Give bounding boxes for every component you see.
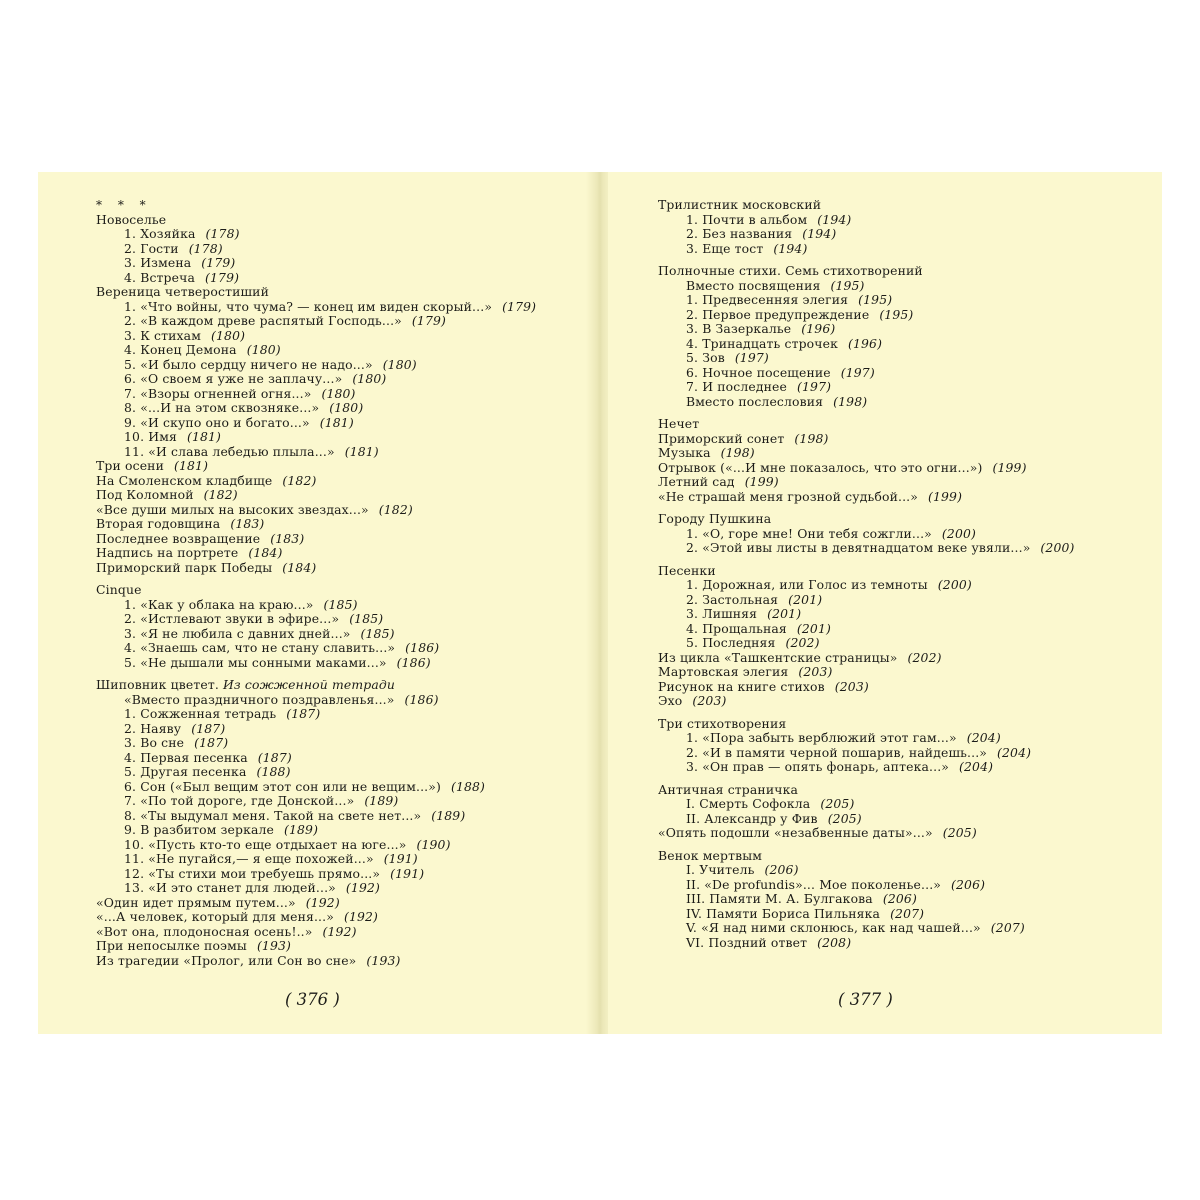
entry-page-number: (180) xyxy=(382,356,417,372)
entry-title: 1. «Что войны, что чума? — конец им виден скорый...» xyxy=(124,298,493,314)
entry-page-number: (179) xyxy=(205,269,240,285)
toc-subentry xyxy=(658,593,1138,608)
entry-title: 3. К стихам xyxy=(124,327,202,343)
entry-title: 5. Последняя xyxy=(686,635,776,650)
toc-entry xyxy=(96,474,576,489)
entry-title: «Один идет прямым путем...» xyxy=(96,894,296,910)
toc-subentry xyxy=(658,380,1138,395)
toc-subentry xyxy=(96,300,576,315)
entry-title: Под Коломной xyxy=(96,487,194,502)
entry-title: Надпись на портрете xyxy=(96,545,239,560)
toc-subentry xyxy=(658,622,1138,637)
entry-page-number: (193) xyxy=(256,938,292,953)
left-page-number: ( 376 ) xyxy=(285,990,340,1009)
entry-page-number: (189) xyxy=(364,793,399,808)
entry-page-number: (201) xyxy=(796,620,831,636)
toc-entry xyxy=(96,939,576,954)
entry-title: Шиповник цветет. xyxy=(96,677,219,692)
toc-subentry xyxy=(96,329,576,344)
entry-page-number: (181) xyxy=(174,458,209,473)
entry-page-number: (188) xyxy=(256,764,291,779)
entry-title: Вместо послесловия xyxy=(686,393,824,409)
entry-page-number: (188) xyxy=(450,778,486,794)
toc-entry xyxy=(658,680,1138,695)
entry-title: III. Памяти М. А. Булгакова xyxy=(686,891,873,906)
entry-title: 4. Тринадцать строчек xyxy=(686,335,838,351)
entry-title: 13. «И это станет для людей...» xyxy=(124,880,336,895)
entry-title: 2. «Этой ивы листы в девятнадцатом веке увяли...» xyxy=(686,540,1031,555)
toc-subentry xyxy=(96,401,576,416)
entry-page-number: (193) xyxy=(366,952,401,968)
toc-entry xyxy=(96,925,576,940)
toc-entry xyxy=(96,954,576,969)
entry-page-number: (197) xyxy=(797,379,832,394)
entry-page-number: (206) xyxy=(764,862,799,877)
entry-title: 2. Гости xyxy=(124,240,179,256)
toc-subentry xyxy=(658,578,1138,593)
toc-entry xyxy=(96,583,576,598)
toc-subentry xyxy=(658,351,1138,366)
toc-entry xyxy=(658,512,1138,527)
toc-subentry xyxy=(96,693,576,708)
toc-entry xyxy=(658,665,1138,680)
entry-title: Из трагедии «Пролог, или Сон во сне» xyxy=(96,952,357,968)
entry-page-number: (208) xyxy=(817,934,852,950)
entry-title: 1. «О, горе мне! Они тебя сожгли...» xyxy=(686,525,932,541)
toc-entry xyxy=(658,717,1138,732)
entry-page-number: (204) xyxy=(959,759,994,774)
entry-page-number: (204) xyxy=(966,730,1001,745)
entry-page-number: (195) xyxy=(830,277,865,293)
entry-title: 3. «Он прав — опять фонарь, аптека...» xyxy=(686,759,950,774)
entry-title: VI. Поздний ответ xyxy=(686,934,808,950)
entry-page-number: (195) xyxy=(879,306,914,322)
toc-subentry xyxy=(658,308,1138,323)
left-toc-column xyxy=(96,198,576,968)
toc-subentry xyxy=(658,878,1138,893)
entry-title: Песенки xyxy=(658,562,716,578)
toc-entry xyxy=(96,678,576,693)
entry-page-number: (198) xyxy=(833,393,868,409)
entry-page-number: (184) xyxy=(282,559,317,575)
left-page xyxy=(38,172,592,1034)
entry-page-number: (195) xyxy=(858,292,893,307)
toc-subentry xyxy=(658,746,1138,761)
entry-page-number: (187) xyxy=(286,706,321,721)
toc-entry xyxy=(658,417,1138,432)
toc-entry xyxy=(96,910,576,925)
toc-subentry xyxy=(658,797,1138,812)
entry-title: 1. Хозяйка xyxy=(124,226,196,241)
entry-page-number: (207) xyxy=(890,905,925,921)
entry-page-number: (199) xyxy=(928,488,963,504)
entry-title: Эхо xyxy=(658,693,683,708)
entry-page-number: (191) xyxy=(383,851,418,866)
entry-title: 2. Без названия xyxy=(686,226,793,241)
entry-page-number: (199) xyxy=(992,459,1027,475)
toc-subentry xyxy=(96,809,576,824)
toc-entry xyxy=(658,564,1138,579)
toc-subentry xyxy=(658,242,1138,257)
toc-subentry xyxy=(658,227,1138,242)
toc-subentry xyxy=(658,527,1138,542)
toc-subentry xyxy=(658,921,1138,936)
entry-title: Мартовская элегия xyxy=(658,664,789,679)
entry-page-number: (192) xyxy=(322,923,357,939)
entry-page-number: (192) xyxy=(345,880,380,895)
entry-title: «Вместо праздничного поздравленья...» xyxy=(124,691,395,707)
entry-page-number: (183) xyxy=(270,530,305,546)
entry-title: 1. «Пора забыть верблюжий этот гам...» xyxy=(686,730,957,745)
toc-subentry xyxy=(96,794,576,809)
entry-page-number: (196) xyxy=(848,335,883,351)
entry-title: Трилистник московский xyxy=(658,197,822,212)
toc-entry xyxy=(658,783,1138,798)
toc-entry xyxy=(658,490,1138,505)
toc-subentry xyxy=(96,256,576,271)
entry-page-number: (186) xyxy=(404,691,439,707)
toc-subentry xyxy=(658,760,1138,775)
toc-entry xyxy=(658,849,1138,864)
toc-subentry xyxy=(96,598,576,613)
toc-subentry xyxy=(658,636,1138,651)
toc-entry xyxy=(658,461,1138,476)
entry-page-number: (200) xyxy=(941,525,976,541)
entry-page-number: (192) xyxy=(305,894,340,910)
toc-subentry xyxy=(658,892,1138,907)
right-toc-column xyxy=(658,198,1138,950)
right-page xyxy=(608,172,1162,1034)
entry-page-number: (178) xyxy=(205,226,240,241)
entry-page-number: (207) xyxy=(990,920,1025,935)
entry-page-number: (182) xyxy=(203,487,238,502)
entry-title: Три стихотворения xyxy=(658,715,787,731)
toc-subentry xyxy=(96,271,576,286)
entry-subtitle: Из сожженной тетради xyxy=(222,677,396,692)
toc-subentry xyxy=(658,293,1138,308)
entry-page-number: (181) xyxy=(344,443,379,459)
entry-title: 11. «Не пугайся,— я еще похожей...» xyxy=(124,851,374,866)
toc-subentry xyxy=(96,387,576,402)
entry-page-number: (205) xyxy=(827,810,862,826)
entry-title: 11. «И слава лебедью плыла...» xyxy=(124,443,335,459)
toc-subentry xyxy=(96,242,576,257)
entry-title: 9. В разбитом зеркале xyxy=(124,822,274,837)
toc-entry xyxy=(658,651,1138,666)
entry-page-number: (200) xyxy=(937,577,972,592)
entry-title: 3. Измена xyxy=(124,255,192,270)
toc-entry xyxy=(96,546,576,561)
entry-title: «Не страшай меня грозной судьбой...» xyxy=(658,488,918,504)
toc-subentry xyxy=(658,731,1138,746)
entry-page-number: (202) xyxy=(907,649,942,665)
entry-page-number: (182) xyxy=(378,501,413,517)
entry-title: Три осени xyxy=(96,458,164,473)
entry-title: 1. Дорожная, или Голос из темноты xyxy=(686,577,928,592)
entry-page-number: (197) xyxy=(840,364,875,380)
section-gap xyxy=(658,409,1138,417)
entry-page-number: (190) xyxy=(416,836,451,852)
toc-subentry xyxy=(658,279,1138,294)
entry-title: Городу Пушкина xyxy=(658,511,772,526)
entry-page-number: (180) xyxy=(246,342,281,357)
entry-title: 4. Прощальная xyxy=(686,620,787,636)
toc-subentry xyxy=(96,612,576,627)
entry-title: I. Учитель xyxy=(686,862,755,877)
toc-subentry xyxy=(96,852,576,867)
entry-title: 1. Почти в альбом xyxy=(686,211,808,227)
toc-subentry xyxy=(96,881,576,896)
entry-page-number: (183) xyxy=(230,516,265,531)
entry-page-number: (205) xyxy=(820,796,855,811)
toc-entry xyxy=(658,264,1138,279)
toc-subentry xyxy=(96,823,576,838)
entry-title: 2. «И в памяти черной пошарив, найдешь...» xyxy=(686,744,988,760)
entry-page-number: (181) xyxy=(186,429,222,444)
entry-title: Новоселье xyxy=(96,211,167,227)
entry-title: II. Александр у Фив xyxy=(686,810,818,826)
entry-title: 3. «Я не любила с давних дней...» xyxy=(124,625,351,641)
entry-title: 12. «Ты стихи мои требуешь прямо...» xyxy=(124,865,381,881)
entry-page-number: (185) xyxy=(360,625,395,641)
entry-page-number: (204) xyxy=(997,744,1032,760)
entry-page-number: (180) xyxy=(321,385,356,401)
toc-subentry xyxy=(96,372,576,387)
entry-title: 7. «Взоры огненней огня...» xyxy=(124,385,312,401)
entry-page-number: (187) xyxy=(257,749,292,765)
toc-entry xyxy=(658,198,1138,213)
entry-page-number: (180) xyxy=(211,327,246,343)
entry-title: «Опять подошли «незабвенные даты»...» xyxy=(658,825,933,840)
entry-page-number: (206) xyxy=(882,891,917,906)
entry-page-number: (197) xyxy=(734,350,769,365)
entry-title: Приморский парк Победы xyxy=(96,559,273,575)
toc-subentry xyxy=(658,607,1138,622)
entry-title: «Вот она, плодоносная осень!..» xyxy=(96,923,313,939)
entry-title: 10. Имя xyxy=(124,429,177,444)
toc-subentry xyxy=(96,751,576,766)
entry-page-number: (198) xyxy=(720,445,755,460)
entry-page-number: (186) xyxy=(405,640,440,655)
entry-title: 3. Во сне xyxy=(124,735,185,750)
entry-title: Вместо посвящения xyxy=(686,277,821,293)
toc-entry xyxy=(96,285,576,300)
toc-subentry xyxy=(96,227,576,242)
entry-page-number: (194) xyxy=(773,240,808,256)
toc-subentry xyxy=(96,736,576,751)
entry-title: Отрывок («...И мне показалось, что это огни...») xyxy=(658,459,983,475)
toc-subentry xyxy=(96,416,576,431)
toc-subentry xyxy=(658,322,1138,337)
section-gap xyxy=(658,556,1138,564)
entry-page-number: (194) xyxy=(802,226,837,241)
entry-page-number: (205) xyxy=(942,825,977,840)
entry-title: IV. Памяти Бориса Пильняка xyxy=(686,905,881,921)
entry-title: Музыка xyxy=(658,445,711,460)
toc-subentry xyxy=(96,838,576,853)
toc-subentry xyxy=(96,641,576,656)
entry-page-number: (198) xyxy=(794,430,829,446)
entry-title: 3. В Зазеркалье xyxy=(686,321,792,336)
entry-page-number: (202) xyxy=(785,635,820,650)
entry-page-number: (179) xyxy=(411,313,446,328)
entry-title: 1. Сожженная тетрадь xyxy=(124,706,277,721)
entry-page-number: (179) xyxy=(502,298,537,314)
toc-subentry xyxy=(658,812,1138,827)
entry-title: На Смоленском кладбище xyxy=(96,472,273,488)
toc-subentry xyxy=(96,627,576,642)
entry-page-number: (200) xyxy=(1040,540,1075,555)
toc-entry xyxy=(96,532,576,547)
toc-entry xyxy=(96,561,576,576)
toc-entry xyxy=(658,475,1138,490)
entry-title: Cinque xyxy=(96,582,142,597)
section-gap xyxy=(96,575,576,583)
entry-page-number: (181) xyxy=(319,414,354,430)
entry-page-number: (196) xyxy=(801,321,836,336)
entry-page-number: (185) xyxy=(323,596,358,612)
entry-title: Венок мертвым xyxy=(658,847,763,863)
right-page-number: ( 377 ) xyxy=(838,990,893,1009)
entry-title: 2. «Истлевают звуки в эфире...» xyxy=(124,611,340,626)
entry-title: 4. Встреча xyxy=(124,269,196,285)
asterism: * * * xyxy=(96,198,152,212)
toc-subentry xyxy=(96,780,576,795)
entry-page-number: (187) xyxy=(194,735,229,750)
entry-title: 5. Другая песенка xyxy=(124,764,247,779)
entry-title: 10. «Пусть кто-то еще отдыхает на юге...» xyxy=(124,836,407,852)
entry-page-number: (192) xyxy=(343,909,379,924)
toc-subentry xyxy=(96,430,576,445)
entry-title: 3. Еще тост xyxy=(686,240,764,256)
toc-subentry xyxy=(658,863,1138,878)
entry-page-number: (178) xyxy=(188,240,223,256)
toc-entry xyxy=(96,896,576,911)
entry-title: 2. Первое предупреждение xyxy=(686,306,870,322)
toc-subentry xyxy=(96,358,576,373)
entry-title: 9. «И скупо оно и богато...» xyxy=(124,414,310,430)
toc-subentry xyxy=(96,765,576,780)
entry-page-number: (203) xyxy=(834,678,869,694)
entry-title: 5. Зов xyxy=(686,350,725,365)
book-spread xyxy=(38,172,1162,1034)
toc-subentry xyxy=(96,867,576,882)
toc-entry xyxy=(96,213,576,228)
toc-entry xyxy=(658,826,1138,841)
entry-page-number: (203) xyxy=(692,693,727,708)
toc-subentry xyxy=(96,707,576,722)
entry-page-number: (179) xyxy=(201,255,236,270)
entry-title: 6. «О своем я уже не заплачу...» xyxy=(124,371,343,386)
entry-title: 8. «...И на этом сквозняке...» xyxy=(124,400,320,415)
entry-title: 6. Сон («Был вещим этот сон или не вещим...») xyxy=(124,778,441,794)
toc-entry xyxy=(658,446,1138,461)
entry-page-number: (182) xyxy=(282,472,317,488)
entry-title: Нечет xyxy=(658,416,700,431)
toc-entry xyxy=(658,432,1138,447)
toc-subentry xyxy=(96,722,576,737)
entry-title: 8. «Ты выдумал меня. Такой на свете нет...» xyxy=(124,807,422,823)
entry-page-number: (201) xyxy=(788,591,823,607)
entry-page-number: (191) xyxy=(390,865,425,881)
entry-page-number: (194) xyxy=(817,211,852,227)
entry-title: Вереница четверостиший xyxy=(96,284,269,299)
entry-page-number: (203) xyxy=(798,664,833,679)
entry-title: 2. «В каждом древе распятый Господь...» xyxy=(124,313,402,328)
entry-title: 2. Застольная xyxy=(686,591,779,607)
entry-title: 6. Ночное посещение xyxy=(686,364,831,380)
entry-title: I. Смерть Софокла xyxy=(686,796,811,811)
entry-title: Вторая годовщина xyxy=(96,516,221,531)
entry-title: 5. «И было сердцу ничего не надо...» xyxy=(124,356,373,372)
entry-title: Приморский сонет xyxy=(658,430,785,446)
entry-title: «...А человек, который для меня...» xyxy=(96,909,334,924)
entry-title: 4. Первая песенка xyxy=(124,749,248,765)
entry-title: Летний сад xyxy=(658,474,735,489)
entry-page-number: (184) xyxy=(248,545,283,560)
entry-title: Античная страничка xyxy=(658,781,799,797)
entry-page-number: (185) xyxy=(349,611,384,626)
entry-page-number: (206) xyxy=(951,876,986,892)
toc-entry xyxy=(96,517,576,532)
toc-subentry xyxy=(658,907,1138,922)
toc-entry xyxy=(96,488,576,503)
toc-entry xyxy=(96,503,576,518)
entry-title: 4. «Знаешь сам, что не стану славить...» xyxy=(124,640,396,655)
entry-page-number: (189) xyxy=(431,807,466,823)
toc-entry xyxy=(658,694,1138,709)
entry-title: Последнее возвращение xyxy=(96,530,261,546)
entry-title: V. «Я над ними склонюсь, как над чашей...» xyxy=(686,920,981,935)
entry-title: 4. Конец Демона xyxy=(124,342,237,357)
entry-title: 7. И последнее xyxy=(686,379,788,394)
toc-subentry xyxy=(96,445,576,460)
toc-subentry xyxy=(96,656,576,671)
toc-subentry xyxy=(658,936,1138,951)
entry-title: 3. Лишняя xyxy=(686,606,758,621)
entry-title: 1. Предвесенняя элегия xyxy=(686,292,849,307)
entry-title: «Все души милых на высоких звездах...» xyxy=(96,501,369,517)
entry-title: 7. «По той дороге, где Донской...» xyxy=(124,793,355,808)
toc-subentry xyxy=(658,395,1138,410)
entry-title: Из цикла «Ташкентские страницы» xyxy=(658,649,898,665)
entry-title: 2. Наяву xyxy=(124,720,182,736)
toc-subentry xyxy=(658,213,1138,228)
entry-page-number: (199) xyxy=(744,474,779,489)
entry-title: 1. «Как у облака на краю...» xyxy=(124,596,314,612)
entry-page-number: (186) xyxy=(396,654,431,670)
entry-title: При непосылке поэмы xyxy=(96,938,247,953)
toc-subentry xyxy=(96,343,576,358)
entry-page-number: (180) xyxy=(329,400,364,415)
toc-entry xyxy=(96,459,576,474)
toc-subentry xyxy=(658,337,1138,352)
entry-page-number: (201) xyxy=(767,606,802,621)
entry-title: Полночные стихи. Семь стихотворений xyxy=(658,263,923,278)
toc-subentry xyxy=(658,541,1138,556)
entry-page-number: (189) xyxy=(284,822,319,837)
entry-title: 5. «Не дышали мы сонными маками...» xyxy=(124,654,387,670)
toc-subentry xyxy=(658,366,1138,381)
entry-title: Рисунок на книге стихов xyxy=(658,678,825,694)
entry-title: II. «De profundis»... Мое поколенье...» xyxy=(686,876,942,892)
entry-page-number: (187) xyxy=(191,720,226,736)
entry-page-number: (180) xyxy=(352,371,387,386)
toc-subentry xyxy=(96,314,576,329)
